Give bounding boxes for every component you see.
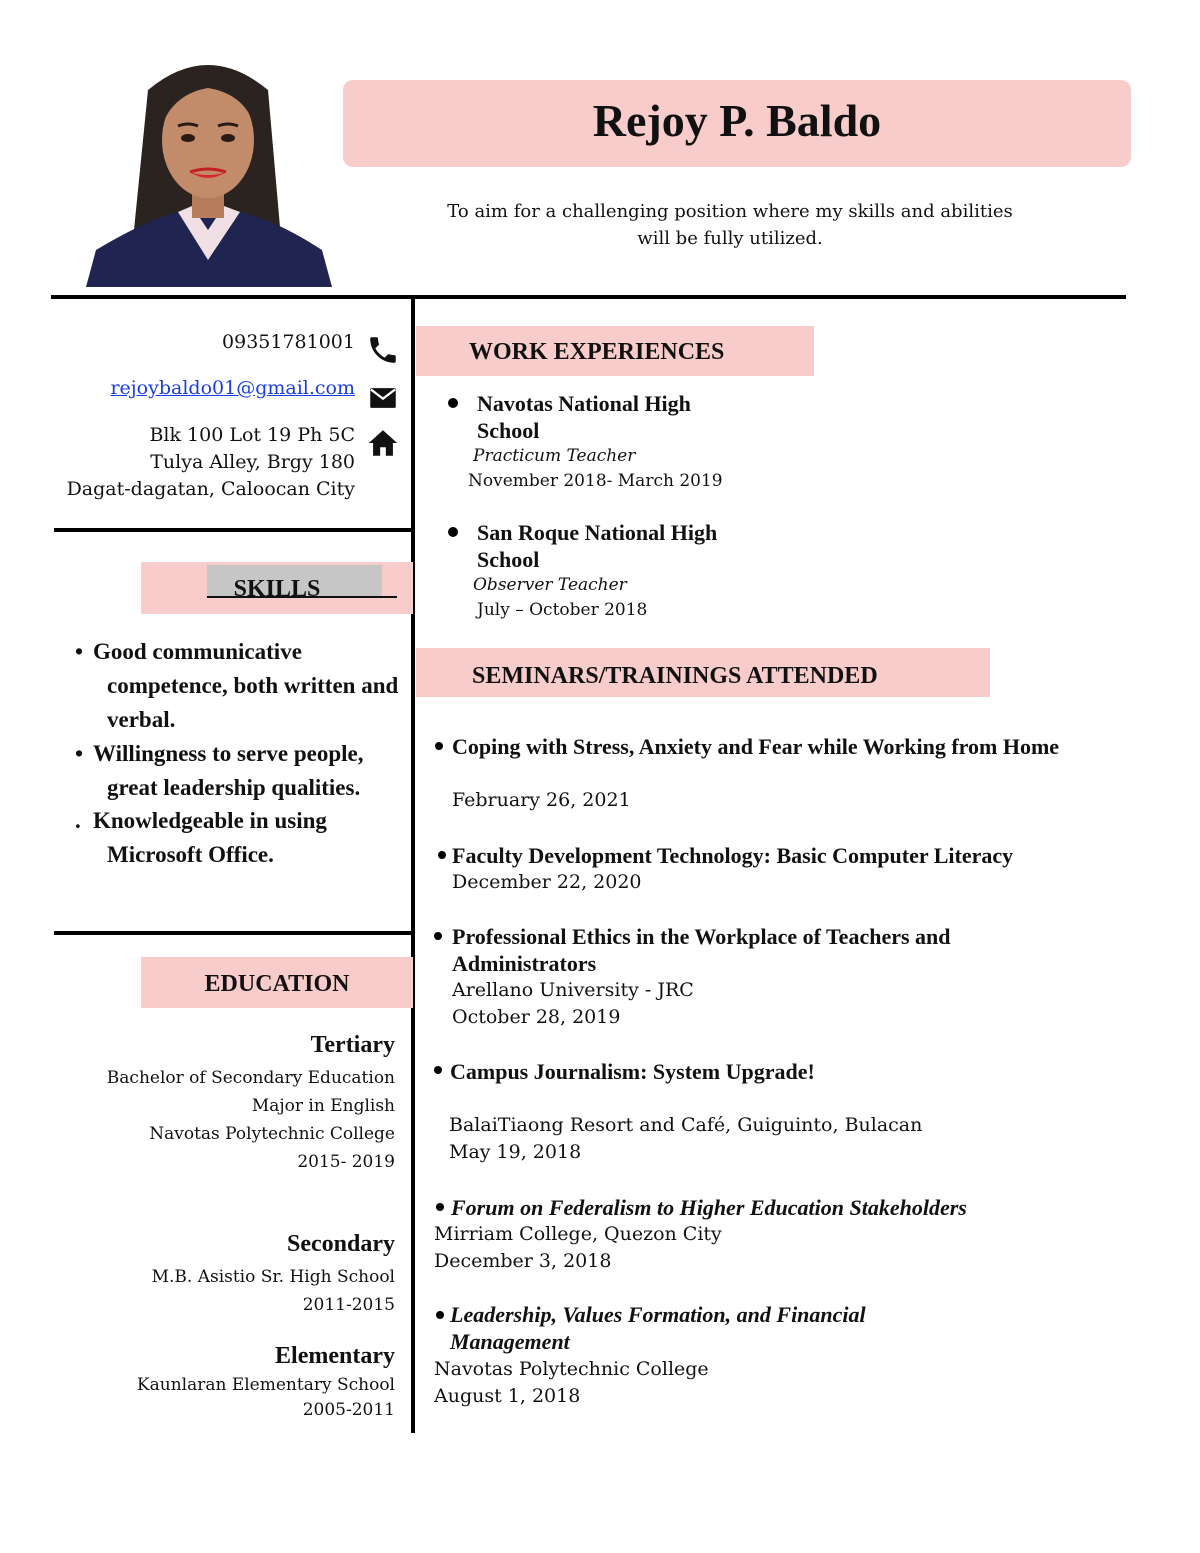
skill-item [75,635,405,737]
bullet: • [75,639,84,664]
education-line: 2005-2011 [302,1400,395,1420]
skill-text: Knowledgeable in using Microsoft Office. [93,808,327,867]
profile-photo [86,50,332,287]
skill-text: Willingness to serve people, great leadership qualities. [93,741,364,800]
bullet [436,1203,444,1211]
bullet [434,932,442,940]
work-role: Observer Teacher [473,575,627,595]
secondary-details [152,1263,395,1319]
seminar-date: December 22, 2020 [452,871,642,893]
seminar-venue: Mirriam College, Quezon City [434,1223,722,1245]
top-divider [51,295,1126,299]
seminar-title: Professional Ethics in the Workplace of Teachers and Administrators [452,924,951,976]
seminar-date: October 28, 2019 [452,1006,621,1028]
skill-item [75,804,405,872]
bullet [448,527,458,537]
tertiary-details [107,1064,395,1176]
education-line: 2011-2015 [302,1295,395,1315]
seminar-venue: BalaiTiaong Resort and Café, Guiguinto, Bulacan [449,1114,923,1136]
address-line: Blk 100 Lot 19 Ph 5C [149,424,355,446]
seminar-details [452,977,694,1031]
address-line: Dagat-dagatan, Caloocan City [66,478,355,500]
seminar-title: Forum on Federalism to Higher Education Stakeholders [451,1195,967,1220]
seminar-date: December 3, 2018 [434,1250,612,1272]
bullet: • [75,741,84,766]
seminar-date: August 1, 2018 [434,1385,581,1407]
seminar-details [449,1112,922,1166]
skill-item [75,737,405,805]
bullet [438,851,446,859]
seminar-details [452,787,631,814]
seminar-venue: Navotas Polytechnic College [434,1358,709,1380]
education-line: Major in English [251,1096,395,1116]
career-objective: To aim for a challenging position where my skills and abilities will be fully utilized. [447,201,1013,249]
work-organization: Navotas National High School [477,391,691,443]
column-divider [411,297,415,1433]
bullet [434,1066,442,1074]
home-address [67,422,355,503]
home-icon [366,426,400,460]
elementary-heading: Elementary [275,1343,395,1369]
skills-heading: SKILLS [233,576,321,602]
bullet [448,398,458,408]
bullet: . [75,808,81,833]
bullet [436,1311,444,1319]
seminar-venue: Arellano University - JRC [452,979,694,1001]
seminar-date: February 26, 2021 [452,789,631,811]
education-line: M.B. Asistio Sr. High School [151,1267,395,1287]
skill-text: Good communicative competence, both written and verbal. [93,639,399,732]
work-role: Practicum Teacher [473,446,636,466]
seminar-details [434,1221,722,1275]
education-heading: EDUCATION [204,971,350,997]
education-line: 2015- 2019 [297,1152,395,1172]
seminar-title: Leadership, Values Formation, and Financial Management [450,1302,866,1354]
seminar-details [452,869,642,896]
bullet [435,742,443,750]
skills-divider [54,931,411,935]
seminar-title: Campus Journalism: System Upgrade! [450,1059,815,1084]
work-dates: November 2018- March 2019 [468,471,723,491]
address-line: Tulya Alley, Brgy 180 [150,451,355,473]
seminar-date: May 19, 2018 [449,1141,582,1163]
seminar-title: Coping with Stress, Anxiety and Fear while Working from Home [452,734,1060,759]
work-organization: San Roque National High School [477,520,718,572]
education-line: Kaunlaran Elementary School [136,1375,395,1395]
contact-divider [54,528,411,532]
work-heading: WORK EXPERIENCES [469,339,725,365]
secondary-heading: Secondary [287,1231,395,1257]
seminar-details [434,1356,709,1410]
tertiary-heading: Tertiary [310,1032,395,1058]
education-line: Navotas Polytechnic College [149,1124,395,1144]
seminars-heading: SEMINARS/TRAININGS ATTENDED [472,663,878,689]
mail-icon [366,381,400,415]
phone-icon [366,333,400,367]
candidate-name: Rejoy P. Baldo [592,95,882,146]
education-line: Bachelor of Secondary Education [106,1068,395,1088]
seminar-title: Faculty Development Technology: Basic Computer Literacy [452,843,1014,868]
work-dates: July – October 2018 [477,600,648,620]
elementary-details [137,1373,395,1423]
email-link[interactable]: rejoybaldo01@gmail.com [110,377,355,399]
phone-number: 09351781001 [222,331,355,353]
